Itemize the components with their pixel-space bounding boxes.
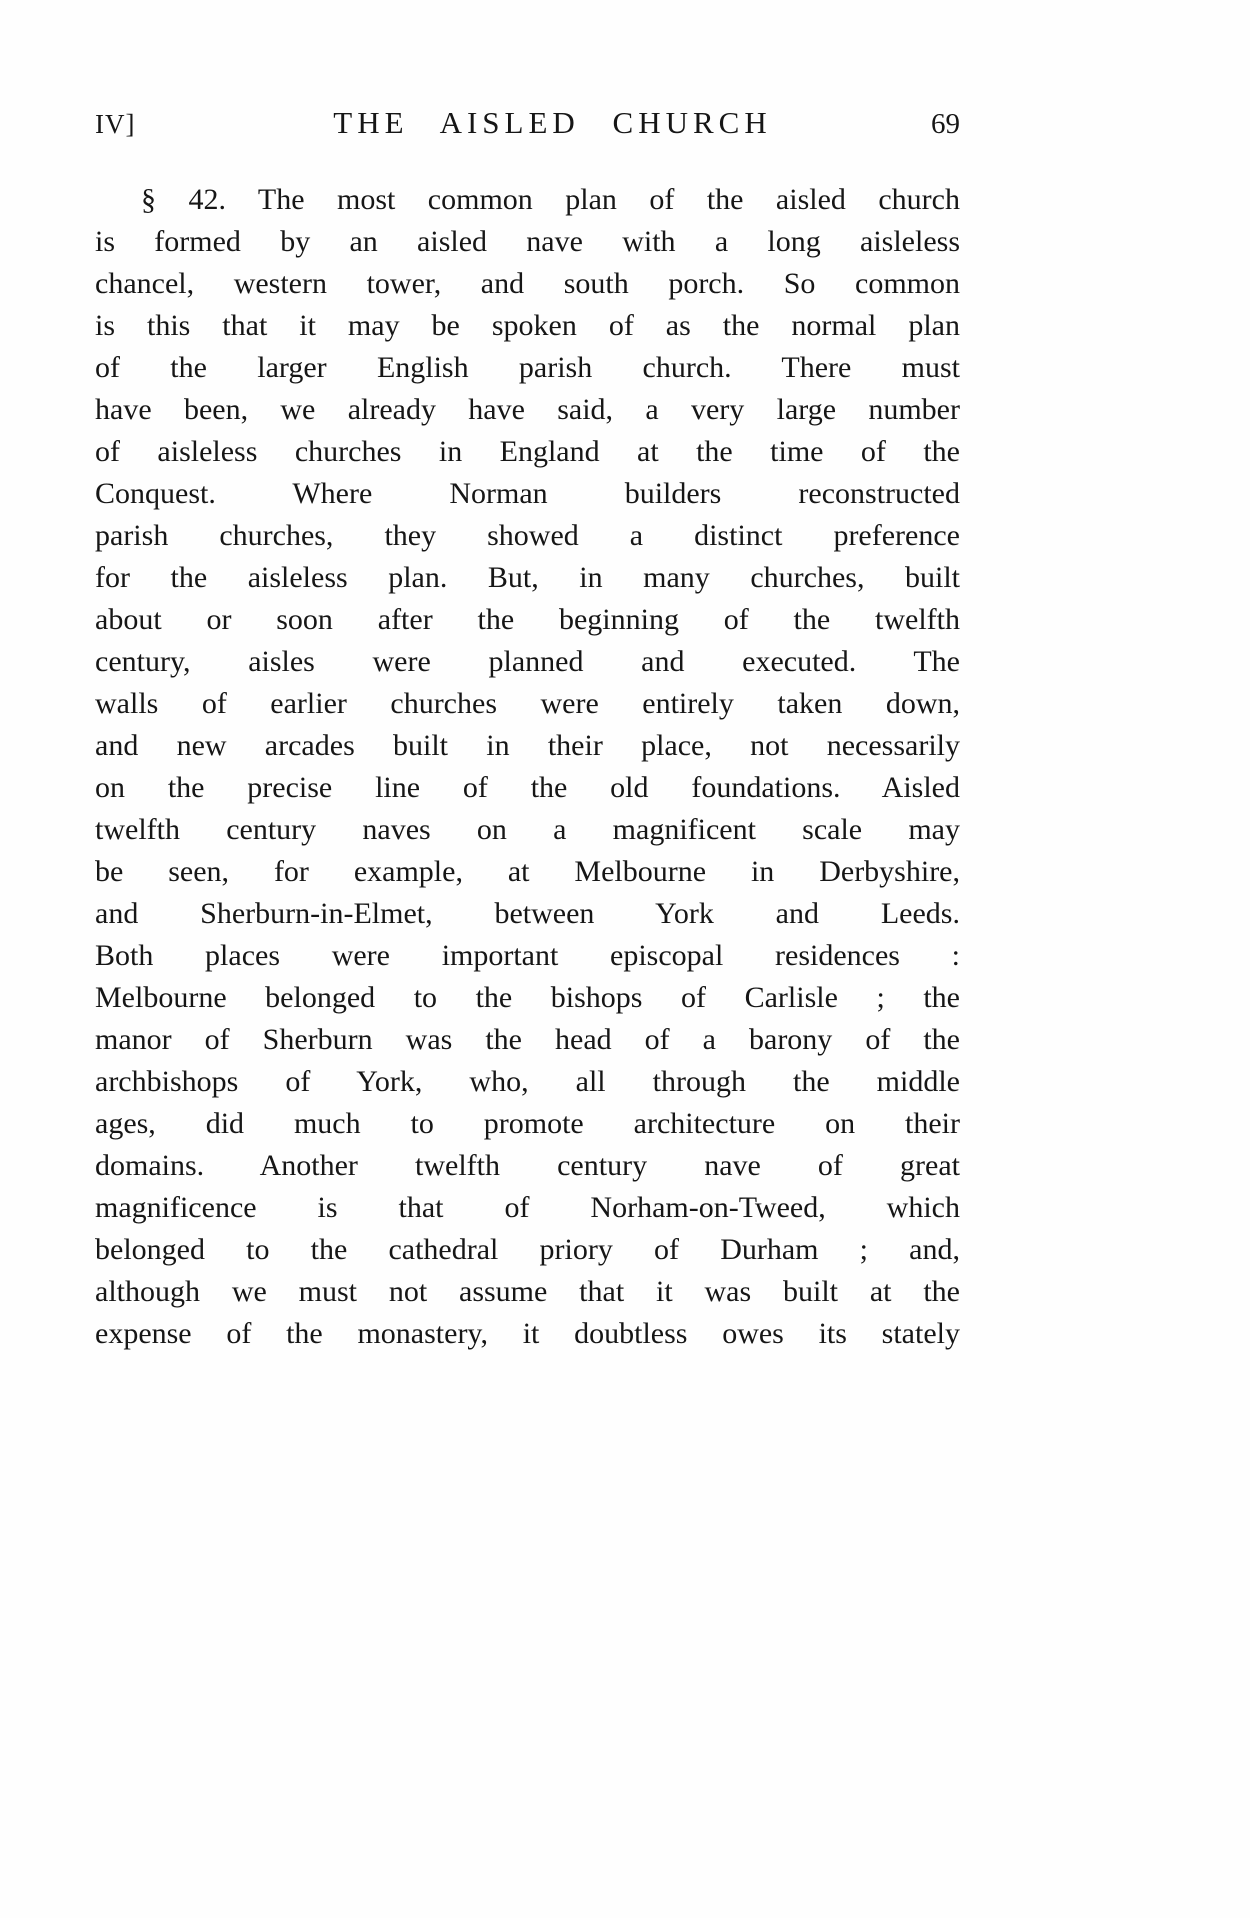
text-line: belonged to the cathedral priory of Durham ; and, — [95, 1233, 960, 1266]
text-line: Both places were important episcopal residences : — [95, 939, 960, 972]
text-line: domains. Another twelfth century nave of great — [95, 1149, 960, 1182]
running-title: THE AISLED CHURCH — [333, 105, 772, 140]
text-line: have been, we already have said, a very large number — [95, 393, 960, 426]
text-line: and new arcades built in their place, not necessarily — [95, 729, 960, 762]
text-line: magnificence is that of Norham-on-Tweed, which — [95, 1191, 960, 1224]
chapter-number: IV] — [95, 109, 136, 139]
text-line: Melbourne belonged to the bishops of Carlisle ; the — [95, 981, 960, 1014]
text-line: century, aisles were planned and executed. The — [95, 645, 960, 678]
text-line: of aisleless churches in England at the time of the — [95, 435, 960, 468]
text-line: and Sherburn-in-Elmet, between York and Leeds. — [95, 897, 960, 930]
text-line: is formed by an aisled nave with a long aisleless — [95, 225, 960, 258]
paragraph — [95, 179, 960, 1355]
text-line: Conquest. Where Norman builders reconstructed — [95, 477, 960, 510]
text-line: archbishops of York, who, all through the middle — [95, 1065, 960, 1098]
text-line: ages, did much to promote architecture on their — [95, 1107, 960, 1140]
text-line: manor of Sherburn was the head of a barony of the — [95, 1023, 960, 1056]
text-line: parish churches, they showed a distinct preference — [95, 519, 960, 552]
text-line: is this that it may be spoken of as the normal plan — [95, 309, 960, 342]
text-line: walls of earlier churches were entirely taken down, — [95, 687, 960, 720]
text-line: expense of the monastery, it doubtless owes its stately — [95, 1317, 960, 1350]
text-line: § 42. The most common plan of the aisled church — [141, 183, 960, 216]
text-line: of the larger English parish church. There must — [95, 351, 960, 384]
text-line: about or soon after the beginning of the twelfth — [95, 603, 960, 636]
text-line: chancel, western tower, and south porch. So common — [95, 267, 960, 300]
page-number: 69 — [931, 108, 960, 140]
text-block — [95, 105, 960, 1355]
text-line: be seen, for example, at Melbourne in Derbyshire, — [95, 855, 960, 888]
text-line: on the precise line of the old foundations. Aisled — [95, 771, 960, 804]
text-line: twelfth century naves on a magnificent scale may — [95, 813, 960, 846]
text-line: for the aisleless plan. But, in many churches, built — [95, 561, 960, 594]
running-head — [95, 105, 960, 141]
text-line: although we must not assume that it was built at the — [95, 1275, 960, 1308]
